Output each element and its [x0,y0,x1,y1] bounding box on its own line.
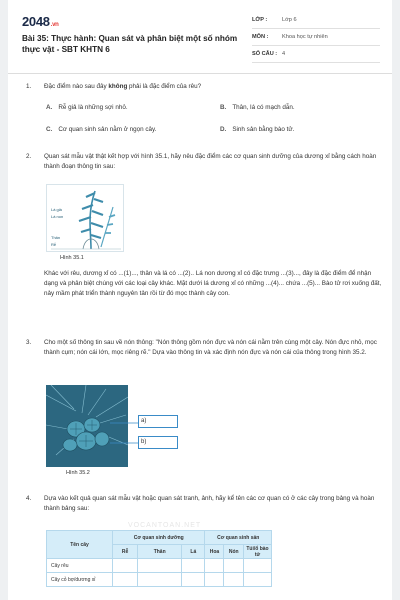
table-subheader: Rễ [113,545,138,559]
table-cell[interactable] [244,559,272,573]
table-header-vegetative: Cơ quan sinh dưỡng [113,531,205,545]
option-1d[interactable]: D. Sinh sản bằng bào tử. [220,126,295,133]
table-cell[interactable] [182,559,205,573]
table-header-name: Tên cây [47,531,113,559]
answer-table [46,530,272,587]
table-cell[interactable] [205,559,224,573]
option-1c[interactable]: C. Cơ quan sinh sản nằm ở ngọn cây. [46,126,157,133]
meta-info [252,12,380,63]
answer-box-b[interactable]: b) [138,436,178,449]
option-1b[interactable]: B. Thân, lá có mạch dẫn. [220,104,295,111]
table-subheader: Túi/ổ bào tử [244,545,272,559]
table-cell[interactable] [138,559,182,573]
label-old-leaf: Lá già [51,207,62,212]
table-cell[interactable] [244,573,272,587]
table-cell[interactable] [113,559,138,573]
table-cell[interactable] [205,573,224,587]
row-name: Cây rêu [47,559,113,573]
meta-subject: MÔN : Khoa học tự nhiên [252,29,380,46]
table-row [47,559,272,573]
site-logo[interactable]: 2048.vn [22,14,59,29]
figure-caption-35-2: Hình 35.2 [66,470,90,476]
table-subheader: Nón [224,545,244,559]
table-subheader: Lá [182,545,205,559]
row-name: Cây cỏ bợ/dương xỉ [47,573,113,587]
label-root: Rễ [51,242,57,247]
label-young-leaf: Lá non [51,214,64,219]
table-cell[interactable] [138,573,182,587]
meta-count: SỐ CÂU : 4 [252,46,380,63]
label-stem: Thân [51,235,61,240]
table-header-reproductive: Cơ quan sinh sản [205,531,272,545]
table-cell[interactable] [224,559,244,573]
meta-grade: LỚP : Lớp 6 [252,12,380,29]
fern-figure [46,184,124,252]
table-subheader: Thân [138,545,182,559]
table-cell[interactable] [182,573,205,587]
table-subheader: Hoa [205,545,224,559]
table-cell[interactable] [113,573,138,587]
watermark: VOCANTOAN.NET [128,522,202,529]
pointer-lines [108,415,140,451]
option-1a[interactable]: A. Rễ giả là những sợi nhỏ. [46,104,128,111]
document-page: 2048.vn Bài 35: Thực hành: Quan sát và phân biệt một số nhóm thực vật - SBT KHTN 6 LỚP : Lớp 6 MÔN : Khoa học tự nhiên SỐ CÂU : 4 1. Đặc điểm nào sau đây không phải là đặc điểm của rêu? A. Rễ giả là những sợi nhỏ. B. Thân, lá có mạch dẫn. C. Cơ quan sinh sản nằm ở ngọn cây. D. Sinh sản bằng bào tử. 2. Quan sát mẫu vật thật kết hợp với hình 35.1, hãy nêu đặc điểm các cơ quan sinh dưỡng của dương xỉ bằng cách hoàn thành đoạn thông tin sau: Lá già Lá non Thân Rễ Hình 35.1 Khác với rêu, dương xỉ có ...(1)..., thân và lá có ...(2).. Lá non dương xỉ có đặc trưng ...(3)..., đây là đặc điểm để nhận dạng và phân biệt chúng với các loại cây khác. Mặt dưới lá dương xỉ có những ...(4)... chứa ...(5)... Bào tử rơi xuống đất, nảy mầm phát triển thành nguyên tản rồi từ đó mọc thành cây con. 3. Cho một số thông tin sau về nón thông: "Nón thông gồm nón đực và nón cái nằm trên cùng một cây. Nón đực nhỏ, mọc thành cụm; nón cái lớn, mọc riêng rẽ." Dựa vào thông tin và xác định nón đực và nón cái của thông trong hình 35.2. a) b) Hình 35.2 4. Dựa vào kết quả quan sát mẫu vật hoặc quan sát tranh, ảnh, hãy kể tên các cơ quan có ở các cây trong bảng và hoàn thành bảng sau: VOCANTOAN.NET Tên cây Cơ quan sinh dưỡng Cơ quan sinh sản Rễ Thân Lá Hoa Nón Túi/ổ bào tử Cây rêu Cây cỏ bợ/dương xỉ [8,0,392,600]
page-header [8,0,392,74]
page-title: Bài 35: Thực hành: Quan sát và phân biệt một số nhóm thực vật - SBT KHTN 6 [22,34,238,54]
answer-box-a[interactable]: a) [138,415,178,428]
table-row [47,573,272,587]
table-cell[interactable] [224,573,244,587]
figure-caption-35-1: Hình 35.1 [60,255,84,261]
